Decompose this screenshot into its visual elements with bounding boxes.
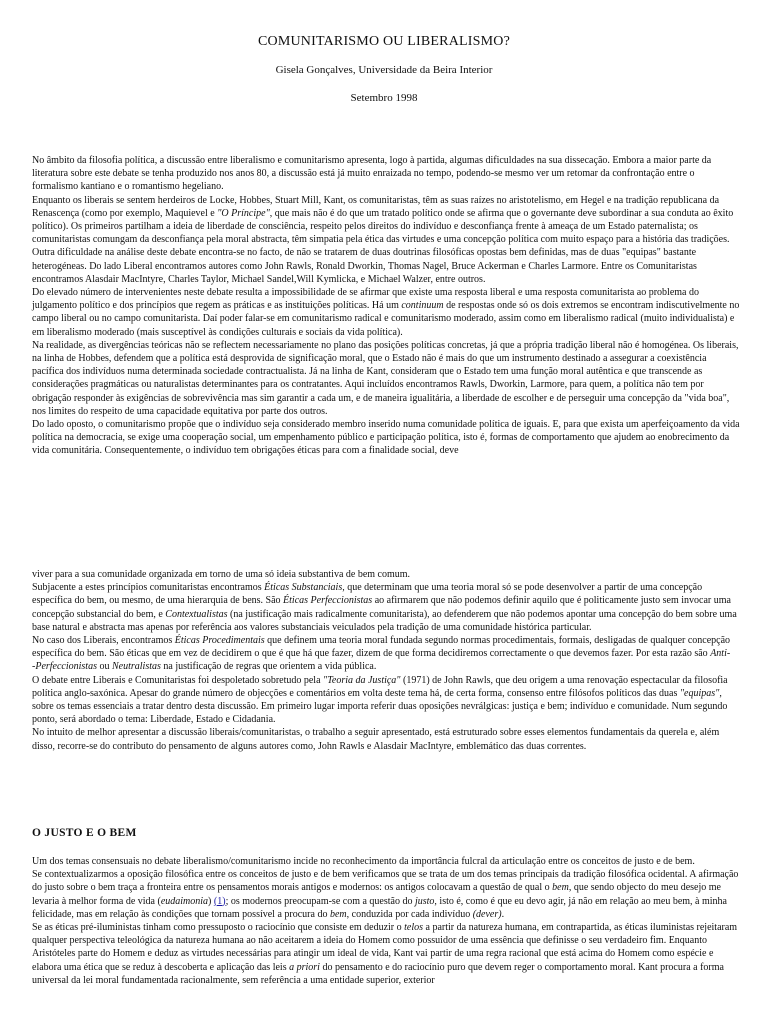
italic-text: Éticas Procedimentais bbox=[174, 635, 265, 647]
paragraph bbox=[32, 674, 740, 727]
document-date: Setembro 1998 bbox=[350, 92, 418, 104]
document-author: Gisela Gonçalves, Universidade da Beira Interior bbox=[275, 64, 493, 76]
paragraph-text: Na realidade, as divergências teóricas não se reflectem necessariamente no plano das posições políticas concretas, já que a própria tradição liberal não é homogénea. Os liberais, na linha de Hobbes, defendem que a política está desprovida de significação moral, que o Estado não é mais do que um instrumento destinado a assegurar a coexistência pacífica dos indivíduos numa determinada sociedade contractualista. Já na linha de Kant, consideram que o Estado tem uma função moral autêntica e que transcende as considerações pragmáticas ou naturalistas determinantes para os contratantes. Aqui incluídos encontramos Rawls, Dworkin, Larmore, para quem, a política não tem por obrigação responder às exigências de sobrevivência mas sim garantir a cada um, e de maneira igualitária, a liberdade de escolher e de perseguir uma concepção da "vida boa", nos limites do respeito de uma capacidade equitativa por parte dos outros. bbox=[32, 339, 739, 417]
paragraph bbox=[32, 339, 740, 418]
paragraph bbox=[32, 568, 740, 581]
italic-text: "O Príncipe" bbox=[217, 207, 270, 219]
italic-text: "equipas" bbox=[679, 687, 720, 699]
document-title: COMUNITARISMO OU LIBERALISMO? bbox=[257, 34, 510, 49]
paragraph-text: ou bbox=[96, 661, 112, 673]
italic-text: Éticas Substanciais, bbox=[264, 582, 345, 594]
paragraph-text: No âmbito da filosofia política, a discussão entre liberalismo e comunitarismo apresenta, logo à partida, algumas dificuldades na sua dissecação. Embora a maior parte da literatura sobre este debate se tenha produzido nos anos 80, a discussão está já muito enraizada no tempo, podendo-se mesmo ver um retomar da confrontação entre o formalismo kantiano e o romantismo hegeliano. bbox=[32, 155, 712, 193]
italic-text: telos bbox=[404, 922, 424, 934]
paragraph-text: Do lado oposto, o comunitarismo propõe que o indivíduo seja considerado membro inserido numa comunidade política de iguais. E, para que exista um aperfeiçoamento da vida política na democracia, se exige uma cooperação social, um empenhamento público e participação política, isto é, formas de comportamento que ajudem ao enobrecimento da vida comunitária. Consequentemente, o indivíduo tem obrigações éticas para com a finalidade social, deve bbox=[32, 419, 740, 457]
italic-text: bem bbox=[552, 882, 569, 894]
paragraph bbox=[32, 418, 740, 458]
paragraph-text: de respostas onde só os dois extremos se encontram indiscutivelmente no campo liberal ou no campo comunitarista. Daí poder falar-se em comunitarismo radical e comunitarismo moderado, assim como em liberalismo radical (muito individualista) e em liberalismo moderado (mais susceptível às condições culturais e sociais da vida política). bbox=[32, 300, 740, 338]
italic-text: Neutralistas bbox=[111, 661, 161, 673]
italic-text: "Teoria da Justiça" bbox=[323, 674, 401, 686]
paragraph-text: Um dos temas consensuais no debate liberalismo/comunitarismo incide no reconhecimento da importância fulcral da articulação entre os conceitos de justo e de bem. bbox=[32, 856, 695, 867]
paragraph-text: No intuito de melhor apresentar a discussão liberais/comunitaristas, o trabalho a seguir apresentado, está estruturado sobre esses elementos fundamentais da querela e, além disso, recorre-se do contributo do pensamento de alguns autores como, John Rawls e Alasdair MacIntyre, emblemático das duas correntes. bbox=[32, 727, 720, 752]
italic-text: Contextualistas bbox=[165, 608, 228, 620]
italic-text: -Perfeccionistas bbox=[32, 661, 97, 673]
paragraph bbox=[32, 194, 740, 247]
italic-text: (dever) bbox=[472, 908, 502, 920]
paragraph-text: Do elevado número de intervenientes neste debate resulta a impossibilidade de se afirmar que existe uma resposta liberal e uma resposta comunitarista ao problema do julgamento político e dos princípios que regem as práticas e as instituições políticas. Há um bbox=[32, 287, 699, 312]
footnote-link[interactable]: (1) bbox=[213, 895, 226, 907]
paragraph bbox=[32, 154, 740, 194]
paragraph-text: ao afirmarem que não podemos definir aquilo que é politicamente justo sem invocar uma concepção substancial do bem, e bbox=[32, 595, 731, 620]
italic-text: justo bbox=[414, 895, 435, 907]
paragraph-text: ) bbox=[208, 895, 214, 907]
paragraph bbox=[32, 855, 740, 868]
italic-text: eudaimonia bbox=[160, 895, 209, 907]
paragraph-text: O debate entre Liberais e Comunitaristas foi despoletado sobretudo pela bbox=[32, 674, 324, 686]
paragraph-text: que determinam que uma teoria moral só se pode desenvolver a partir de uma concepção específica do bem, ou mesmo, de uma hierarquia de bens. São bbox=[32, 582, 703, 607]
paragraph-text: Se contextualizarmos a oposição filosófica entre os conceitos de justo e de bem verificamos que se trata de um dos temas principais da tradição filosófica ocidental. A afirmação do justo sobre o bem traça a fronteira entre os pensamentos morais antigos e modernos: os antigos colocavam a questão de qual o bbox=[32, 869, 739, 894]
paragraph-text: a partir da natureza humana, em contrapartida, as éticas iluministas rejeitaram qualquer perspectiva teleológica da natureza humana ao não aceitarem a ideia do Homem como possuidor de uma essência que definisse o seu verdadeiro fim. Enquanto Aristóteles parte do Homem e deduz as virtudes necessárias para atingir um ideal de vida, Kant vai partir de uma regra racional que está acima do Homem como espécie e elabora uma ética que se reduz à descoberta e aplicação das leis bbox=[32, 922, 738, 973]
paragraph bbox=[32, 286, 740, 339]
paragraph-text: viver para a sua comunidade organizada em torno de uma só ideia substantiva de bem comum. bbox=[32, 569, 411, 580]
paragraph-text: , isto é, como é que eu devo agir, já não em relação ao meu bem, à minha felicidade, mas em relação às condições que tornam possível a procura do bbox=[32, 895, 727, 920]
paragraph-text: , conduzida por cada indivíduo bbox=[346, 908, 473, 920]
italic-text: continuum bbox=[401, 300, 444, 312]
paragraph bbox=[32, 921, 740, 987]
paragraph bbox=[32, 246, 740, 286]
section-heading: O JUSTO E O BEM bbox=[32, 827, 137, 839]
italic-text: bem bbox=[329, 908, 347, 920]
paragraph-text: , sobre os temas essenciais a tratar dentro desta discussão. Em primeiro lugar importa referir duas oposições nevrálgicas: justiça e bem; indivíduo e comunidade. Num segundo ponto, será abordado o tema: Liberdade, Estado e Cidadania. bbox=[32, 687, 728, 726]
paragraph-text: na justificação de regras que orientem a vida pública. bbox=[160, 661, 377, 673]
paragraph-text: que definem uma teoria moral fundada segundo normas procedimentais, formais, desligadas de qualquer concepção específica do bem. São éticas que em vez de decidirem o que é que há que fazer, dizem de que forma decidiremos correctamente o que devemos fazer. Por esta razão são bbox=[32, 635, 731, 660]
paragraph-text: . bbox=[501, 908, 505, 920]
paragraph bbox=[32, 868, 740, 921]
paragraph-text: (na justificação mais radicalmente comunitarista), ao defenderem que não podemos apontar uma concepção do bem sobre uma base natural e abstracta mas apenas por referência aos valores substanciais veiculados pela tradição de uma comunidade histórica particular. bbox=[32, 608, 737, 633]
text-block-intro bbox=[32, 154, 740, 458]
paragraph-text: Enquanto os liberais se sentem herdeiros de Locke, Hobbes, Stuart Mill, Kant, os comunitaristas, têm as suas raízes no aristotelismo, em Hegel e na tradição republicana da Renascença (como por exemplo, Maquievel e bbox=[32, 194, 720, 219]
italic-text: Éticas Perfeccionistas bbox=[283, 595, 373, 607]
paragraph-text: Se as éticas pré-iluministas tinham como pressuposto o raciocínio que consiste em deduzir o bbox=[32, 922, 405, 934]
paragraph bbox=[32, 581, 740, 634]
italic-text: Anti- bbox=[710, 648, 731, 660]
paragraph-text: Outra dificuldade na análise deste debate encontra-se no facto, de não se tratarem de duas doutrinas filosóficas opostas bem definidas, mas de duas "equipas" bastante heterogéneas. Do lado Liberal encontramos autores como John Rawls, Ronald Dworkin, Thomas Nagel, Bruce Ackerman e Charles Larmore. Entre os Comunitaristas encontramos Alasdair MacIntyre, Charles Taylor, Michael Sandel,Will Kymlicka, e Michael Walzer, entre outros. bbox=[32, 247, 697, 285]
text-block-ethics bbox=[32, 568, 740, 753]
paragraph-text: , que mais não é do que um tratado político onde se afirma que o governante deve subordinar a sua conduta ao êxito político). Os primeiros partilham a ideia de liberdade de consciência, respeito pelos direitos do indivíduo e desconfiança frente à ameaça de um Estado paternalista; os comunitaristas comungam da desconfiança pela moral abstracta, têm simpatia pela ética das virtudes e uma concepção política com muito espaço para a história das tradições. bbox=[32, 207, 734, 246]
paragraph-text: Subjacente a estes princípios comunitaristas encontramos bbox=[32, 582, 265, 594]
italic-text: a priori bbox=[289, 961, 320, 973]
paragraph-text: ; os modernos preocupam-se com a questão do bbox=[225, 895, 415, 907]
paragraph-text: No caso dos Liberais, encontramos bbox=[32, 635, 175, 647]
text-block-justo-bem bbox=[32, 855, 740, 987]
paragraph-text: , que sendo objecto do meu desejo me levaria à melhor forma de vida ( bbox=[32, 882, 721, 907]
paragraph bbox=[32, 726, 740, 752]
paragraph-text: do pensamento e do raciocínio puro que devem reger o comportamento moral. Kant procura a forma universal da lei moral fundamentada racionalmente, sem referência a uma entidade superior, exterior bbox=[32, 961, 724, 986]
paragraph bbox=[32, 634, 740, 674]
paragraph-text: (1971) de John Rawls, que deu origem a uma renovação espectacular da filosofia política anglo-saxónica. Apesar do grande número de objecções e comentários em volta deste tema há, de certa forma, consenso entre filósofos políticos das duas bbox=[32, 674, 728, 699]
